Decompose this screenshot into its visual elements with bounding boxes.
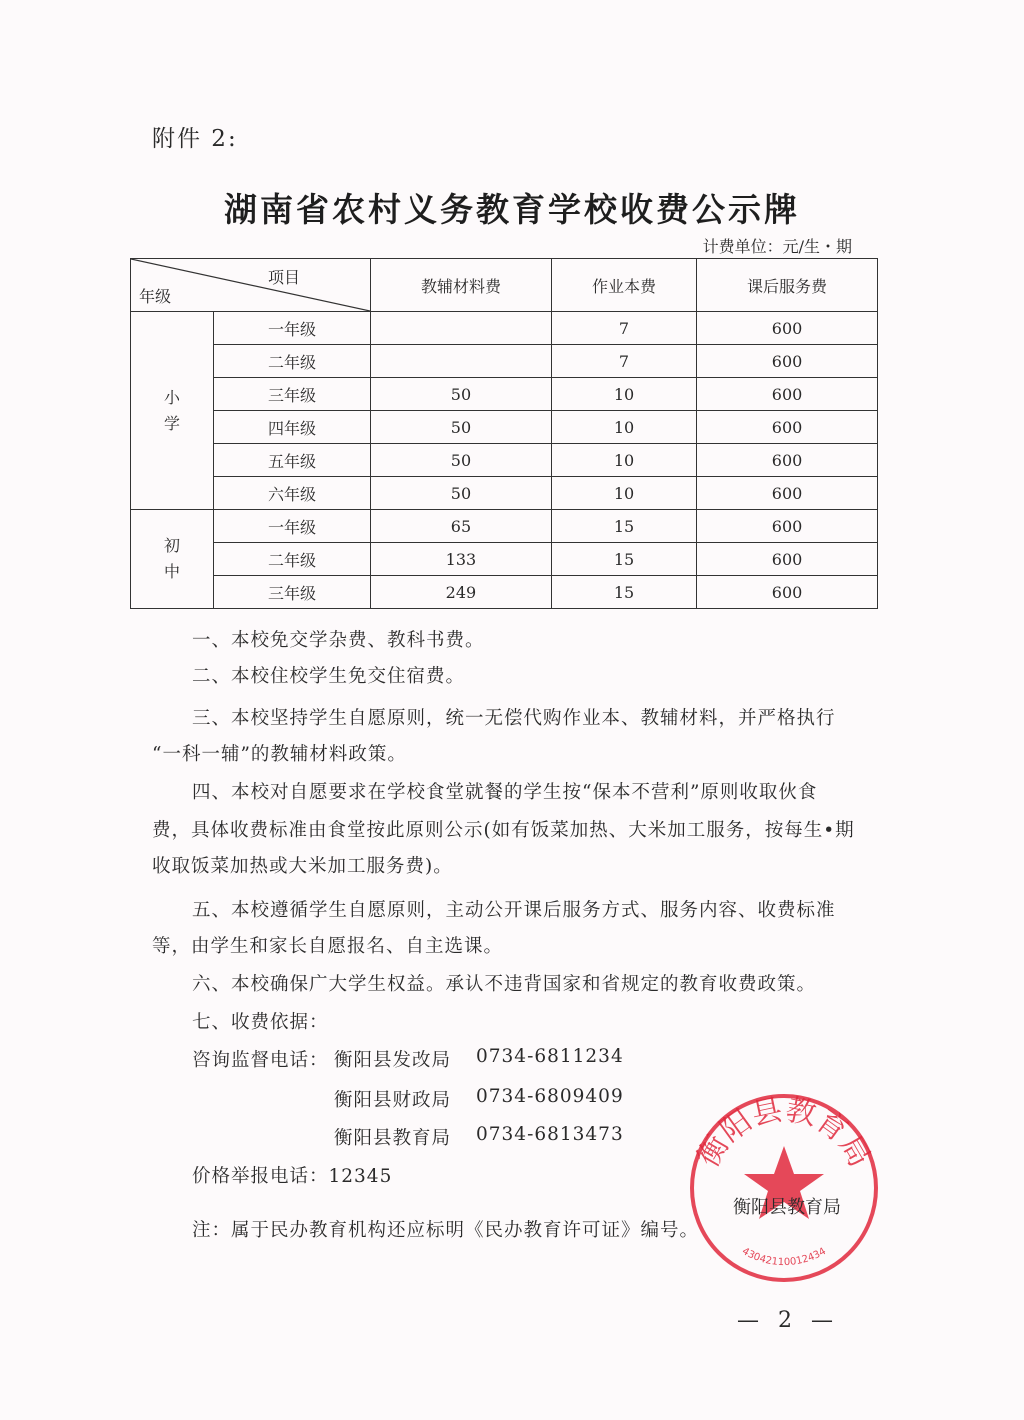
school-level-label: 初中 [164, 536, 181, 581]
consult-phone: 0734-6809409 [476, 1086, 624, 1107]
fee-cell: 15 [551, 543, 696, 576]
fee-cell [371, 345, 552, 378]
fee-cell: 15 [551, 510, 696, 543]
school-level-label: 小学 [164, 387, 181, 433]
grade-cell: 三年级 [214, 576, 371, 609]
table-row [131, 312, 878, 345]
consult-org: 衡阳县教育局 [334, 1128, 452, 1149]
attachment-label: 附件 2: [152, 126, 238, 152]
school-level-cell [131, 510, 214, 609]
header-item-label: 项目 [267, 268, 300, 287]
fee-cell: 50 [371, 378, 552, 411]
unit-label: 计费单位：元/生・期 [702, 237, 852, 256]
table-row [131, 444, 878, 477]
grade-cell: 三年级 [214, 378, 371, 411]
table-row [131, 576, 878, 609]
fee-cell: 50 [371, 444, 552, 477]
seal-text: 衡阳县教育局 [690, 1092, 878, 1174]
grade-cell: 六年级 [214, 477, 371, 510]
table-row [131, 543, 878, 576]
consult-phone: 0734-6811234 [476, 1046, 624, 1067]
header-grade-label: 年级 [139, 287, 172, 306]
consult-org: 衡阳县发改局 [334, 1050, 452, 1071]
svg-text:4304211001243​4 [740, 1246, 828, 1268]
fee-cell: 133 [371, 543, 552, 576]
fee-cell: 600 [697, 378, 878, 411]
fee-cell: 65 [371, 510, 552, 543]
fee-cell: 15 [551, 576, 696, 609]
fee-cell: 600 [697, 312, 878, 345]
note-line: 等，由学生和家长自愿报名、自主选课。 [152, 936, 504, 957]
consult-org: 衡阳县财政局 [334, 1090, 452, 1111]
price-report-line: 价格举报电话：12345 [192, 1166, 393, 1187]
fee-cell: 7 [551, 345, 696, 378]
note-line: 三、本校坚持学生自愿原则，统一无偿代购作业本、教辅材料，并严格执行 [192, 708, 836, 729]
remark-line: 注：属于民办教育机构还应标明《民办教育许可证》编号。 [192, 1220, 700, 1241]
column-header: 课后服务费 [697, 259, 878, 312]
grade-cell: 一年级 [214, 312, 371, 345]
note-line: 费，具体收费标准由食堂按此原则公示(如有饭菜加热、大米加工服务，按每生•期 [152, 820, 855, 841]
table-row [131, 411, 878, 444]
seal-code: 4304211001243​4 [739, 1245, 829, 1269]
note-line: 七、收费依据： [192, 1012, 329, 1033]
table-header-row [131, 259, 878, 312]
grade-cell: 一年级 [214, 510, 371, 543]
note-line: 五、本校遵循学生自愿原则，主动公开课后服务方式、服务内容、收费标准 [192, 900, 836, 921]
column-header: 教辅材料费 [371, 259, 552, 312]
diagonal-header-cell [131, 259, 371, 312]
note-line: 收取饭菜加热或大米加工服务费)。 [152, 856, 453, 877]
table-row [131, 378, 878, 411]
school-level-cell [131, 312, 214, 510]
fee-cell: 600 [697, 576, 878, 609]
note-line: “一科一辅”的教辅材料政策。 [152, 744, 407, 765]
note-line: 四、本校对自愿要求在学校食堂就餐的学生按“保本不营利”原则收取伙食 [192, 782, 818, 803]
fee-cell: 50 [371, 411, 552, 444]
fee-cell: 7 [551, 312, 696, 345]
fee-cell: 249 [371, 576, 552, 609]
fee-cell: 600 [697, 510, 878, 543]
column-header: 作业本费 [551, 259, 696, 312]
official-seal-stamp [684, 1088, 884, 1288]
grade-cell: 二年级 [214, 543, 371, 576]
grade-cell: 二年级 [214, 345, 371, 378]
fee-table [130, 258, 878, 609]
fee-cell: 600 [697, 543, 878, 576]
fee-cell: 600 [697, 411, 878, 444]
grade-cell: 五年级 [214, 444, 371, 477]
consult-phone: 0734-6813473 [476, 1124, 624, 1145]
fee-cell: 600 [697, 477, 878, 510]
fee-cell: 10 [551, 411, 696, 444]
fee-cell: 600 [697, 345, 878, 378]
note-line: 六、本校确保广大学生权益。承认不违背国家和省规定的教育收费政策。 [192, 974, 817, 995]
grade-cell: 四年级 [214, 411, 371, 444]
page-number: — 2 — [737, 1308, 839, 1333]
signer-name: 衡阳县教育局 [733, 1197, 841, 1218]
fee-cell: 600 [697, 444, 878, 477]
fee-cell [371, 312, 552, 345]
fee-cell: 10 [551, 378, 696, 411]
table-row [131, 345, 878, 378]
fee-cell: 50 [371, 477, 552, 510]
table-row [131, 510, 878, 543]
page-title: 湖南省农村义务教育学校收费公示牌 [224, 190, 800, 229]
fee-cell: 10 [551, 477, 696, 510]
fee-cell: 10 [551, 444, 696, 477]
consult-label: 咨询监督电话： [192, 1050, 329, 1071]
table-row [131, 477, 878, 510]
note-line: 一、本校免交学杂费、教科书费。 [192, 630, 485, 651]
note-line: 二、本校住校学生免交住宿费。 [192, 666, 466, 687]
